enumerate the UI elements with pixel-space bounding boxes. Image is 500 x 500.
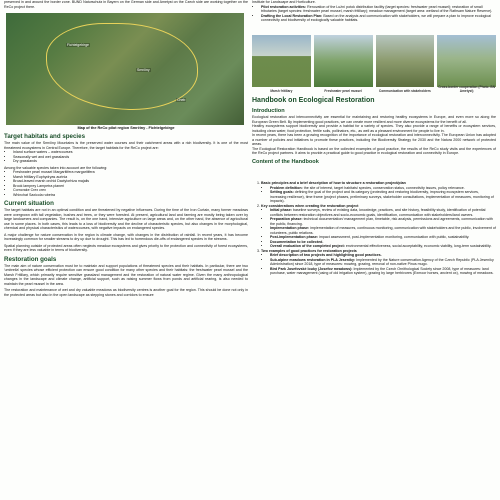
targets-text: The main value of the Smrčiny Mountains is the preserved water courses and their catchment areas with a rich biodiversity. It is one of the most threatened ecosystems in Central Europe. Therefore, the target habitats for the ReCo project are: [4, 141, 248, 150]
content-list [252, 181, 496, 276]
list-item: • Seasonally wet and wet grasslands [13, 155, 248, 160]
list-item: • Documentation to be collected. [270, 240, 496, 245]
intro-paragraph: Healthy ecosystems support biodiversity and provide a habitat for a variety of species. They also provide a range of benefits or ecosystem services, including clean water, food protection, fertile soils, pollinators, etc., as well as a pleasant environment for people to live in. [252, 124, 496, 133]
list-item: • Bird Park Josefovské louky (Josefov meadows): Implemented by the Czech Ornithological Society since 2008, type of measures: land purchase, water management (using of old irrigation system), grazing by large herbivores (Exmoor horses, ancient ox), mowing of meadows. [270, 267, 496, 276]
pilot-activities-list [252, 0, 496, 23]
list-item: • Overall evaluation of the completed project: environmental effectiveness, social acceptability, economic viability, long-term sustainability. [270, 244, 496, 249]
photo-cooperation [437, 35, 496, 93]
content-section: 3. Two examples of good practices for restoration projects • Brief description of two projects and highlighting good practices. • Sub-alpine meadows restoration in PLA Jeseníky: Implemented by the Nature conservation Agency of the Czech Republic (PLA Jeseníky Administration) since 2018, type of measures: mowing, grazing, removal of non-native Pinus mugo. • Bird Park Josefovské louky (Josefov meadows): Implemented by the Czech Ornithological Society since 2008, type of measures: land purchase, water management (using of old irrigation system), grazing by large herbivores (Exmoor horses, ancient ox), mowing of meadows. [261, 249, 496, 276]
photo-label: Marsh fritillary [270, 88, 293, 93]
photo-label: Cross-border cooperation (Photo: BN Ametyst) [438, 84, 496, 93]
list-item: • Initial phase: baseline surveys, review of existing data, knowledge, practices, and site history, feasibility study, identification of potential conflicts between restoration objectives and socio-economic goals, identification, communication with stakeholders/land owners. [270, 208, 496, 217]
list-item: • Inland surface waters – watercourses [13, 150, 248, 155]
map-caption: Map of the ReCo pilot region Smrčiny - Fichtelgebirge [77, 126, 175, 130]
intro-paragraph: In recent years, there has been a growing recognition of the importance of ecological restoration and interconnectivity. The European Union has adopted a number of policies and initiatives to promote these practices, including the Biodiversity Strategy for 2030 and the Natura 2000 network of protected areas. [252, 133, 496, 146]
situation-paragraph: Spatial planning outside of protected areas often neglects meadow ecosystems and gives priority to the protection and connectivity of forest ecosystems, even if they are less valuable in terms of biodiversity. [4, 243, 248, 252]
photo-label: Freshwater pearl mussel [324, 88, 362, 93]
content-section: 2. Key considerations when creating the restoration project • Initial phase: baseline surveys, review of existing data, knowledge, practices, and site history, feasibility study, identification of potential conflicts between restoration objectives and socio-economic goals, identification, communication with stakeholders/land owners. • Preparation phase: technical documentation/ management plan, timetable, risk analysis, permissions and agreements, communication with the public, financing. • Implementation phase: implementation of measures, continuous monitoring, communication with stakeholders and the public, involvement of volunteers, public relations. • Post-implementation phase: impact assessment, post-implementation monitoring, communication with public, sustainability. • Documentation to be collected. • Overall evaluation of the completed project: environmental effectiveness, social acceptability, economic viability, long-term sustainability. [261, 204, 496, 249]
introduction-heading: Introduction [252, 107, 285, 114]
photo-pearl-mussel [314, 35, 373, 93]
situation-paragraph: A major challenge for nature conservation in the region is climate change, with changes in the distribution of rainfall. In recent years, it has become increasingly common for smaller streams to dry up due to drought. This has led to horrendous die-offs of endangered species in the streams. [4, 232, 248, 241]
list-item: • Implementation phase: implementation of measures, continuous monitoring, communication with stakeholders and the public, involvement of volunteers, public relations. [270, 226, 496, 235]
map-label: Cheb [177, 98, 186, 102]
list-item: • Setting goals: defining the goal of the project and its category (protecting and restoring biodiversity, improving ecosystem services, increasing resilience), time frame (project phases, preliminary surveys, stakeholder consultations, implementation of measures, monitoring of impacts). [270, 190, 496, 204]
list-item: • Marsh fritillary Euphydryas aurinia [13, 175, 248, 180]
list-item: • Post-implementation phase: impact assessment, post-implementation monitoring, communication with public, sustainability. [270, 235, 496, 240]
targets-heading: Target habitats and species [4, 133, 86, 140]
list-item: Institute for Landscape and Horticulture. [252, 0, 316, 4]
intro-paragraph: The Ecological Restoration Handbook is based on the collected examples of good practice, the results of the ReCo study visits and the experiences of the ReCo project partners. It aims to provide a practical guide to good practice in ecological restoration and connectivity in Europe. [252, 146, 496, 155]
photo-strip [252, 35, 496, 93]
handbook-title: Handbook on Ecological Restoration [252, 96, 375, 104]
content-section: 1. Basic principles and a brief description of how to structure a restoration project/plan • Problem definition: the site of interest, target habitats/ species, conservation status, connectivity issues, policy relevance. • Setting goals: defining the goal of the project and its category (protecting and restoring biodiversity, improving ecosystem services, increasing resilience), time frame (project phases, preliminary surveys, stakeholder consultations, implementation of measures, monitoring of impacts). [261, 181, 496, 204]
list-item: • Broad-leaved marsh orchid Dactylorhiza majalis [13, 179, 248, 184]
list-item: • Brief description of two projects and highlighting good practices. [270, 253, 496, 258]
goals-heading: Restoration goals [4, 255, 57, 263]
list-item: • Freshwater pearl mussel Margaritifera margaritifera [13, 170, 248, 175]
map-label: Fichtelgebirge [67, 43, 89, 47]
list-item: • Whinchat Saxicola rubetra [13, 193, 248, 198]
photo-marsh-fritillary [252, 35, 311, 93]
content-heading: Content of the Handbook [252, 158, 319, 165]
species-intro: Among the valuable species taken into account are the following: [4, 165, 108, 170]
list-item: • Preparation phase: technical documentation/ management plan, timetable, risk analysis, permissions and agreements, communication with the public, financing. [270, 217, 496, 226]
map-label: Smrčiny [137, 68, 150, 72]
list-item: • Dry grasslands [13, 159, 248, 164]
photo-label: Communication with stakeholders [378, 88, 431, 93]
intro-text: preserved in and around the border zone. BUND Naturschutz in Bayern on the German side and Ametyst on the Czech side are working together on the ReCo project there. [4, 0, 248, 9]
habitat-list [4, 150, 248, 164]
right-column [252, 0, 496, 500]
list-item: • Corncrake Crex crex [13, 188, 248, 193]
photo-stakeholders [376, 35, 435, 93]
goals-paragraph: The restoration and maintenance of wet and dry valuable meadows as biodiversity centres is another goal for the region. This should be done not only in the protected areas but also in the open landscape as stepping stones and corridors to ensure [4, 288, 248, 297]
list-item: • Brook lamprey Lampetra planeri [13, 184, 248, 189]
species-list [4, 170, 248, 197]
pilot-region-map [6, 13, 244, 125]
left-column [4, 0, 248, 500]
intro-paragraph: Ecological restoration and interconnectivity are essential for maintaining and restoring healthy ecosystems in Europe, and even more so along the European Green Belt. By implementing good practices, we can create more resilient and more diverse ecosystems for the benefit of all. [252, 115, 496, 124]
list-item: • Sub-alpine meadows restoration in PLA Jeseníky: Implemented by the Nature conservation Agency of the Czech Republic (PLA Jeseníky Administration) since 2018, type of measures: mowing, grazing, removal of non-native Pinus mugo. [270, 258, 496, 267]
situation-heading: Current situation [4, 200, 54, 207]
list-item: • Pilot restoration activities: Renovation of the Lužní potok distribution facility (target species: freshwater pearl mussel); restoration of small tributaries (target species: freshwater pearl mussel, marsh fritillary); meadow management (target area: wetland of the Rathsam Nature Reserve). [261, 5, 496, 14]
situation-paragraph: The target habitats are not in an optimal condition and are threatened by negative influences. During the time of the Iron Curtain, many former meadows were overgrown with tall vegetation, bushes and trees, or they were forested. At present, agricultural land and farming are mostly being taken over by large landowners and companies. The result is, on the one hand, intensive agriculture on large areas and, on the other hand, the absence of agricultural use in some places. In both cases, this leads to a loss of biodiversity and the decline of characteristic species, but also changes in the morphological, chemical and physical characteristics of watercourses, with negative impacts on endangered species. [4, 208, 248, 230]
list-item: • Drafting the Local Restoration Plan: Based on the analysis and communication with stakeholders, we will prepare a plan to improve ecological connectivity and biodiversity of ecologically valuable habitats. [261, 14, 496, 23]
list-item: • Problem definition: the site of interest, target habitats/ species, conservation status, connectivity issues, policy relevance. [270, 186, 496, 191]
goals-paragraph: The main aim of nature conservation must be to maintain and support populations of threatened species and their habitats. In particular, there are two 'umbrella' species whose efficient protection can ensure good condition for many other species and their habitats: the freshwater pearl mussel and the Marsh Fritillary, which primarily require sensitive grassland management and the restoration of natural water regime. Given the many anthropological changes in the landscape and climate change, artificial support, such as raising summer flows from ponds and artificial rearing, is also needed to maintain the pearl mussel in the area. [4, 263, 248, 286]
